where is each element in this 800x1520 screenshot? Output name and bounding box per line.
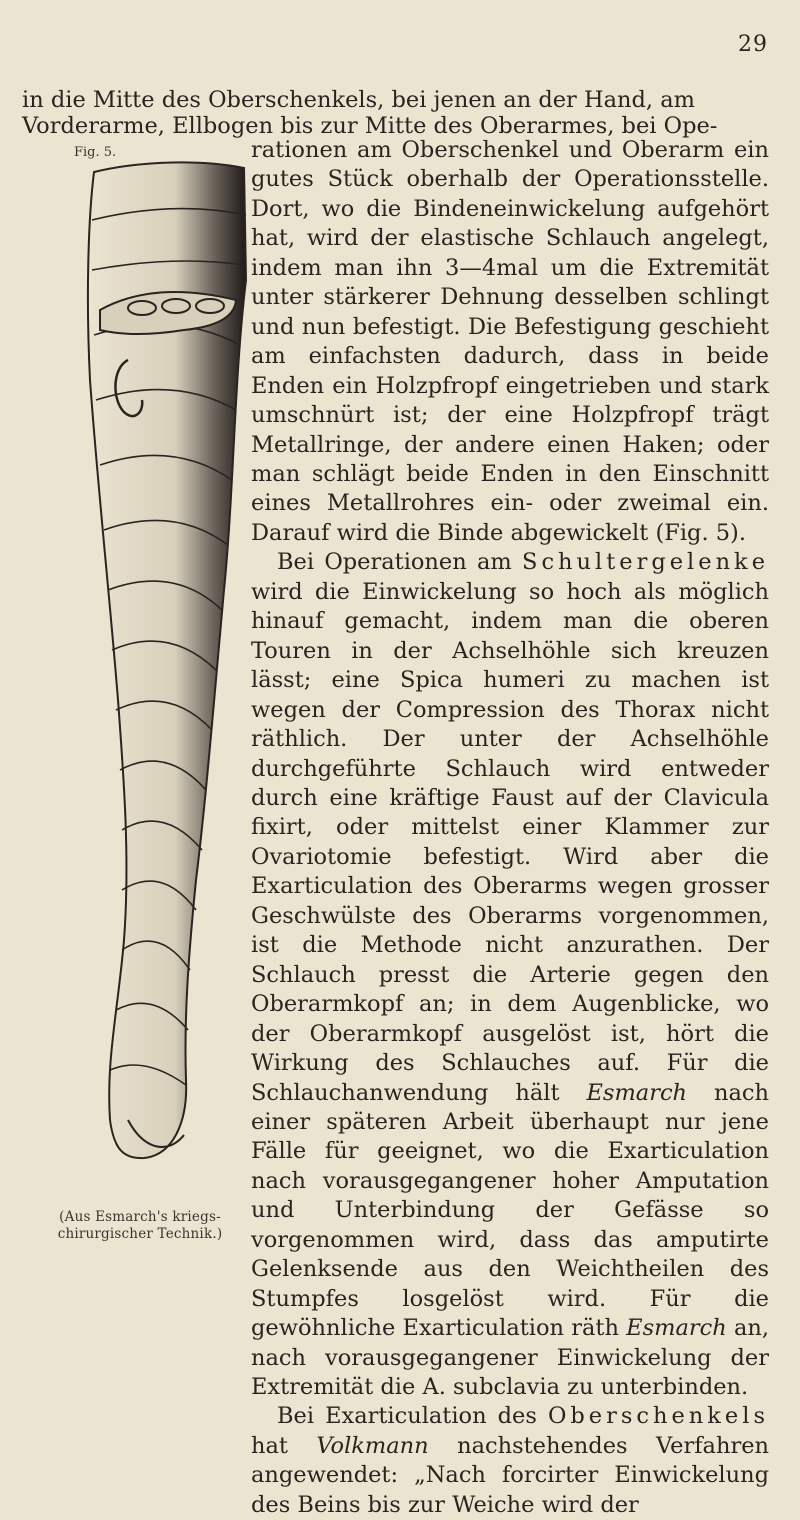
p2-part-a: wird die Einwickelung so hoch als möglich hinauf gemacht, indem man die oberen Touren in der Achselhöhle sich kreuzen lässt; eine Spica humeri zu machen ist wegen der Compression des Thorax nicht räthlich. Der unter der Achselhöhle durchgeführte Schlauch wird entweder durch eine kräftige Faust auf der Clavicula fixirt, oder mittelst einer Klammer zur Ovariotomie befestigt. Wird aber die Exarticulation des Oberarms wegen grosser Geschwülste des Oberarms vorgenommen, ist die Methode nicht anzurathen. Der Schlauch presst die Arterie gegen den Oberarmkopf an; in dem Augenblicke, wo der Oberarmkopf ausgelöst ist, hört die Wirkung des Schlauches auf. Für die Schlauchanwendung hält	[251, 578, 769, 1106]
paragraph-3	[251, 1402, 769, 1520]
page-number: 29	[738, 32, 768, 57]
p2-part-b: nach einer späteren Arbeit überhaupt nur jene Fälle für geeignet, wo die Exarticulation nach vorausgegangener hoher Amputation und Unterbindung der Gefässe so vorgenommen wird, dass das amputirte Gelenksende aus den Weichtheilen des Stumpfes losgelöst wird. Für die gewöhnliche Exarticulation räth	[251, 1079, 769, 1342]
paragraph-2	[251, 548, 769, 1402]
author-esmarch-1: Esmarch	[586, 1079, 688, 1106]
body-text	[251, 136, 769, 1520]
caption-line-1: (Aus Esmarch's kriegs-	[59, 1209, 221, 1225]
bandaged-leg-illustration	[84, 160, 256, 1160]
paragraph-1: rationen am Oberschenkel und Oberarm ein gutes Stück oberhalb der Operationsstelle. Dort, wo die Bindeneinwickelung aufgehört hat, wird der elastische Schlauch angelegt, indem man ihn 3—4mal um die Extremität unter stärkerer Dehnung desselben schlingt und nun befestigt. Die Befestigung geschieht am einfachsten dadurch, dass in beide Enden ein Holzpfropf eingetrieben und stark umschnürt ist; der eine Holzpfropf trägt Metallringe, der andere einen Haken; oder man schlägt beide Enden in den Einschnitt eines Metallrohres ein- oder zweimal ein. Darauf wird die Binde abgewickelt (Fig. 5).	[251, 137, 769, 546]
term-oberschenkels: Oberschenkels	[547, 1403, 769, 1430]
caption-line-2: chirurgischer Technik.)	[57, 1226, 223, 1242]
p2-part-c: an, nach vorausgegangener Einwickelung der Extremität die A. subclavia zu unterbinden.	[251, 1315, 770, 1401]
term-schultergelenke: Schultergelenke	[522, 549, 770, 576]
text-line-1: in die Mitte des Oberschenkels, bei jenen an der Hand, am	[22, 87, 695, 113]
author-esmarch-2: Esmarch	[626, 1315, 727, 1342]
p3-mid: hat	[251, 1432, 288, 1459]
figure-caption	[20, 1209, 260, 1243]
author-volkmann: Volkmann	[316, 1432, 429, 1459]
p3-end: nachstehendes Verfahren angewendet: „Nach forcirter Einwickelung des Beins bis zur Weiche wird der	[251, 1432, 770, 1518]
figure-label: Fig. 5.	[74, 145, 117, 160]
text-line-2: Vorderarme, Ellbogen bis zur Mitte des Oberarmes, bei Ope-	[22, 113, 718, 139]
p3-start: Bei Exarticulation des	[277, 1403, 537, 1430]
p2-start: Bei Operationen am	[277, 549, 512, 576]
